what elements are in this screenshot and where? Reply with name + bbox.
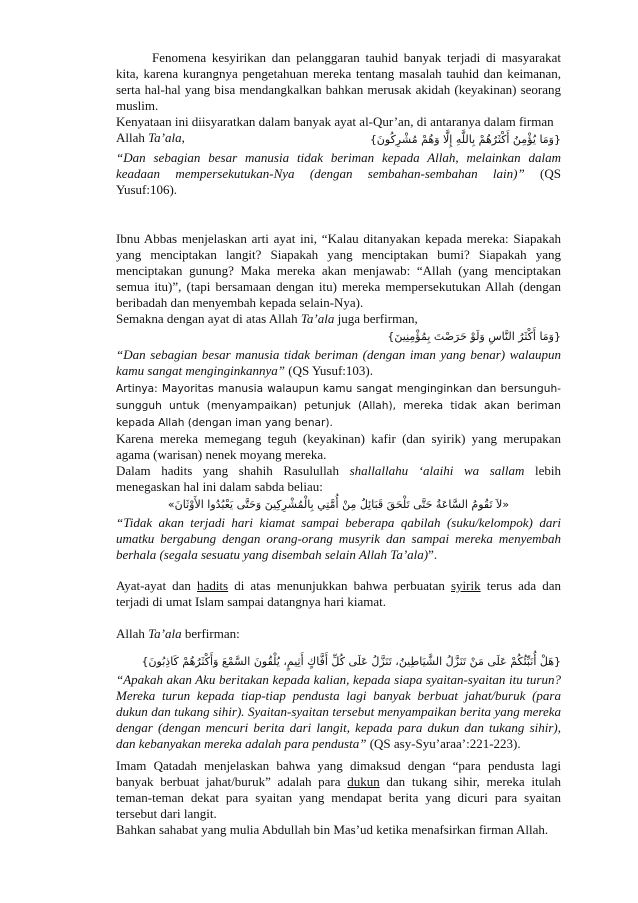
conclusion-c: terus ada dan terjadi di umat Islam sampai datangnya hari kiamat. [116,578,562,609]
qatadah-b: dan tukang sihir, mereka itulah teman-teman dekat para syaitan yang mendapat berita yang dicuri para syaitan tersebut dari langit. [116,774,561,821]
closing-quote: ”. [428,547,438,562]
paragraph-ibnu-abbas [116,231,561,432]
translation-text: “Apakah akan Aku beritakan kepada kalian, kepada siapa syaitan-syaitan itu turun? Mereka turun kepada tiap-tiap pendusta lagi banyak berbuat jahat/buruk (para dukun dan tukang sihir). Syaitan-syaitan tersebut menyampaikan berita yang mereka dengar (dengan mencuri berita dari langit, kepada para dukun dan tukang sihir), dan kebanyakan mereka adalah para pendusta” [116,672,561,751]
allah-text: Allah [116,626,149,641]
hadits-intro-a: Dalam hadits yang shahih Rasulullah [116,463,350,478]
conclusion-a: Ayat-ayat dan [116,578,198,593]
karena-text: Karena mereka memegang teguh (keyakinan) kafir (dan syirik) yang merupakan agama (warisan) nenek moyang mereka. [116,431,561,462]
verse-reference: (QS Yusuf:103). [284,363,373,378]
taala-text: Ta’ala [148,626,182,641]
semakna-line [116,311,561,327]
link-dukun[interactable]: dukun [347,774,380,789]
translation-yusuf-103 [116,347,561,379]
translation-text: “Dan sebagian besar manusia tidak beriman kepada Allah, melainkan dalam keadaan mempersekutukan-Nya (dengan sembahan-sembahan lain)” [116,150,561,181]
arabic-verse-yusuf-106: {وَمَا يُؤْمِنُ أَكْثَرُهُمْ بِاللَّهِ إِلَّا وَهُمْ مُشْرِكُونَ} [369,133,561,146]
hadith-translation-text: “Tidak akan terjadi hari kiamat sampai beberapa qabilah (suku/kelompok) dari umatku bergabung dengan orang-orang musyrik dan sampai mereka menyembah berhala (segala sesuatu yang disembah selain Allah Ta’ala) [116,515,561,562]
translation-yusuf-106 [116,150,561,198]
translation-asy-syuaraa [116,672,561,752]
verse-reference: (QS asy-Syu’araa’:221-223). [366,736,521,751]
qatadah-a: Imam Qatadah menjelaskan bahwa yang dimaksud dengan “para pendusta lagi banyak berbuat jahat/buruk” adalah para [116,758,561,789]
conclusion-b: di atas menunjukkan bahwa perbuatan [228,578,451,593]
paragraph-asy-syuaraa [116,626,561,752]
shalawat-text: shallallahu ‘alaihi wa sallam [349,463,525,478]
paragraph-intro: Fenomena kesyirikan dan pelanggaran tauhid banyak terjadi di masyarakat kita, karena kurangnya pengetahuan mereka tentang masalah tauhid dan keimanan, serta hal-hal yang bisa mendangkalkan bahkan merusak akidah (keyakinan) seorang muslim. [116,50,561,113]
link-hadits[interactable]: hadits [197,578,229,593]
ibnu-masud-line: Bahkan sahabat yang mulia Abdullah bin Mas’ud ketika menafsirkan firman Allah. [116,822,549,837]
artinya-note: Artinya: Mayoritas manusia walaupun kamu sangat menginginkan dan bersunguh-sungguh untuk (menyampaikan) petunjuk (Allah), mereka tidak akan beriman kepada Allah (dengan iman yang benar). [116,383,561,429]
hadith-translation [116,515,561,563]
arabic-verse-asy-syuaraa: {هَلْ أُنَبِّئُكُمْ عَلَى مَنْ تَنَزَّلُ الشَّيَاطِينُ، تَنَزَّلُ عَلَى كُلِّ أَفَّاكٍ أَثِيمٍ، يُلْقُونَ السَّمْعَ وَأَكْثَرُهُمْ كَاذِبُونَ} [141,655,561,668]
allah-text: Allah [116,130,149,145]
paragraph-qatadah [116,758,561,838]
berfirman-text: berfirman: [181,626,240,641]
hadits-intro-b: lebih menegaskan hal ini dalam sabda beliau: [116,463,562,494]
arabic-hadith: «لاَ تَقُومُ السَّاعَةُ حَتَّى تَلْحَقَ قَبَائِلُ مِنْ أُمَّتِي بِالْمُشْرِكِينَ وَحَتَّى يَعْبُدُوا الأَوْثَانَ» [167,498,510,511]
allah-berfirman-line [116,626,561,642]
translation-text: “Dan sebagian besar manusia tidak beriman (dengan iman yang benar) walaupun kamu sangat menginginkannya” [116,347,561,378]
paragraph-quran-yusuf-106 [116,114,561,198]
semakna-text: Semakna dengan ayat di atas Allah [116,311,301,326]
semakna-end-text: juga berfirman, [334,311,418,326]
taala-text: Ta’ala [148,130,182,145]
comma-text: , [181,130,185,145]
ibnu-abbas-text: Ibnu Abbas menjelaskan arti ayat ini, “Kalau ditanyakan kepada mereka: Siapakah yang menciptakan langit? Siapakah yang menciptakan bumi? Siapakah yang menciptakan gunung? Maka mereka akan menjawab: “Allah (yang menciptakan semua itu)”, (tapi bersamaan dengan itu) mereka mempersekutukan Allah (dengan beribadah dan menyembah kepada selain-Nya). [116,231,561,310]
verse-reference: (QS Yusuf:106). [116,166,561,197]
paragraph-conclusion [116,578,561,610]
taala-text: Ta’ala [300,311,335,326]
link-syirik[interactable]: syirik [451,578,481,593]
intro-line: Kenyataan ini diisyaratkan dalam banyak ayat al-Qur’an, di antaranya dalam firman [116,114,554,129]
qatadah-text [116,758,561,822]
paragraph-hadith [116,431,561,563]
hadits-intro [116,463,561,495]
arabic-verse-yusuf-103: {وَمَا أَكْثَرُ النَّاسِ وَلَوْ حَرَصْتَ بِمُؤْمِنِينَ} [387,330,561,343]
